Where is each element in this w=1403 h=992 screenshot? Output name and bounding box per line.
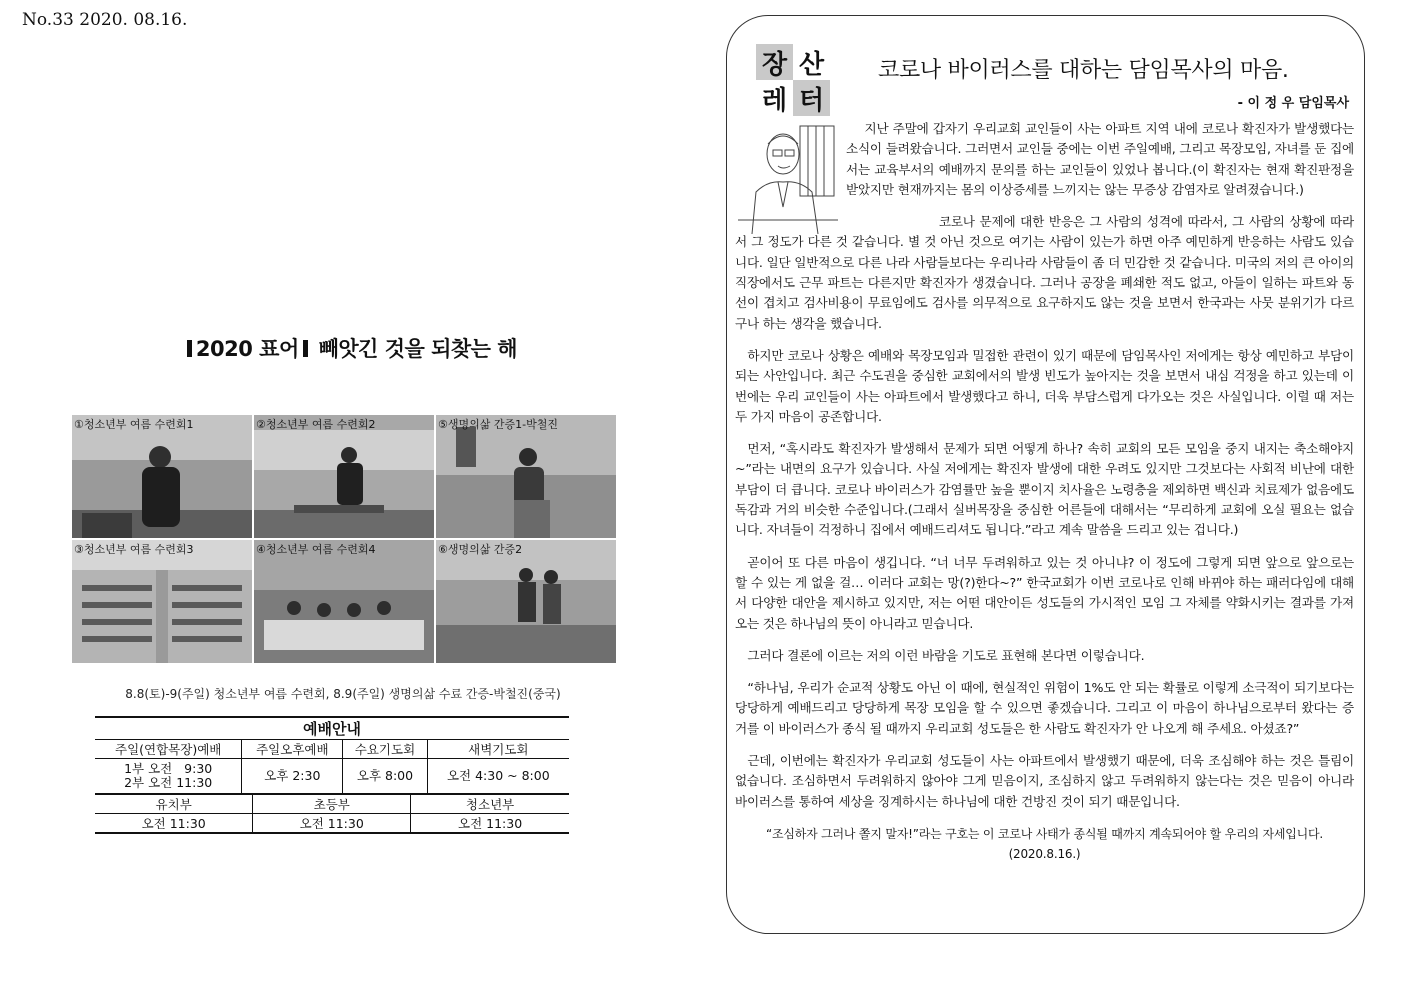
- photo-4: [254, 540, 434, 663]
- badge-char-3: 레: [756, 80, 793, 116]
- photo-caption-1: ①청소년부 여름 수련회1: [74, 418, 194, 431]
- sunday-second-service: 2부 오전 11:30: [124, 775, 213, 790]
- dept-elementary-time: 오전 11:30: [253, 814, 411, 834]
- badge-char-4: 터: [793, 80, 830, 116]
- letter-paragraph-8: 근데, 이번에는 확진자가 우리교회 성도들이 사는 아파트에서 발생했기 때문에, 더욱 조심해야 하는 것은 틀림이 없습니다. 조심하면서 두려워하지 않아야 그게 믿음이지, 조심하지 않고 두려워하지 않는다는 것은 믿음이 아니라 바이러스를 통하여 세상을 징계하시는 하나님에 대한 건방진 것이 되기 때문입니다.: [735, 753, 1354, 809]
- photo-3: [72, 540, 252, 663]
- dept-youth: 청소년부: [411, 794, 569, 814]
- letter-paragraph-5: 곧이어 또 다른 마음이 생깁니다. “너 너무 두려워하고 있는 것 아니냐? 이 정도에 그렇게 되면 앞으로 앞으로는 할 수 있는 게 없을 걸… 이러다 교회는 망(?)한다~?” 한국교회가 이번 코로나로 인해 바뀌야 하는 패러다임에 대해서 다양한 대안을 제시하고 있지만, 저는 어떤 대안이든 성도들의 가시적인 모임 그 자체를 약화시키는 결과를 가져오는 것은 하나님의 뜻이 아니라고 믿습니다.: [735, 554, 1354, 631]
- photo-caption-5: ⑤생명의삶 간증1-박철진: [438, 418, 558, 431]
- dept-kindergarten: 유치부: [95, 794, 253, 814]
- letter-body: [735, 119, 1354, 877]
- issue-number: No.33 2020. 08.16.: [22, 10, 188, 30]
- letter-title: 코로나 바이러스를 대하는 담임목사의 마음.: [878, 58, 1289, 83]
- header-afternoon-service: 주일오후예배: [242, 740, 343, 759]
- photo-5: [436, 415, 616, 538]
- letter-paragraph-3: 하지만 코로나 상황은 예배와 목장모임과 밀접한 관련이 있기 때문에 담임목사인 저에게는 항상 예민하고 부담이 되는 사안입니다. 최근 수도권을 중심한 교회에서의 발생 빈도가 높아지는 것을 보면서 내심 걱정을 하고 있는데 이번에는 우리 교인들이 사는 아파트에서 발생했다고 하니, 더욱 부담스럽게 다가오는 것은 사실입니다. 이럴 때 저는 두 가지 마음이 공존합니다.: [735, 347, 1354, 424]
- motto-year-label: 2020 표어: [195, 337, 299, 361]
- header-sunday-service: 주일(연합목장)예배: [95, 740, 242, 759]
- letter-closing: “조심하자 그러나 쫄지 말자!”라는 구호는 이 코로나 사태가 종식될 때까지 계속되어야 할 우리의 자세입니다.(2020.8.16.): [765, 826, 1324, 862]
- letter-paragraph-4: 먼저, “혹시라도 확진자가 발생해서 문제가 되면 어떻게 하나? 속히 교회의 모든 모임을 중지 내지는 축소해야지~”라는 내면의 요구가 있습니다. 사실 저에게는 확진자 발생에 대한 우려도 있지만 그것보다는 사회적 비난에 대한 부담이 더 큽니다. 코로나 바이러스가 감염률만 높을 뿐이지 치사율은 노령층을 제외하면 백신과 치료제가 없음에도 독감과 거의 비슷한 수준입니다.(그래서 실버목장을 중심한 어른들에 대해서는 “무리하게 교회에 오실 필요는 없습니다. 자녀들이 걱정하니 집에서 예배드리셔도 됩니다.”라고 계속 말씀을 드리고 있는 겁니다.): [735, 441, 1354, 538]
- letter-paragraph-2: 코로나 문제에 대한 반응은 그 사람의 성격에 따라서, 그 사람의 상황에 따라서 그 정도가 다른 것 같습니다. 별 것 아닌 것으로 여기는 사람이 있는가 하면 아주 예민하게 반응하는 사람도 있습니다. 일단 일반적으로 다른 나라 사람들보다는 우리나라 사람들이 좀 더 민감한 것 같습니다. 미국의 저의 큰 아이의 직장에서도 근무 파트는 다른지만 확진자가 생겼습니다. 그러나 공장을 폐쇄한 적도 없고, 아들이 일하는 파트와 동선이 겹치고 검사비용이 무료임에도 검사를 의무적으로 요구하지도 않는 것을 보면서 한국과는 사뭇 분위기가 다르구나 하는 생각을 했습니다.: [735, 214, 1354, 331]
- badge-char-1: 장: [756, 44, 793, 80]
- wednesday-prayer-time: 오후 8:00: [343, 759, 427, 794]
- yearly-motto: [140, 333, 560, 363]
- dept-youth-time: 오전 11:30: [411, 814, 569, 834]
- photo-section-caption: 8.8(토)-9(주일) 청소년부 여름 수련회, 8.9(주일) 생명의삶 수료 간증-박철진(중국): [125, 687, 561, 701]
- afternoon-service-time: 오후 2:30: [242, 759, 343, 794]
- photo-caption-6: ⑥생명의삶 간증2: [438, 543, 523, 556]
- letter-paragraph-6: 그러다 결론에 이르는 저의 이런 바람을 기도로 표현해 본다면 이렇습니다.: [747, 647, 1145, 663]
- sunday-first-service: 1부 오전 9:30: [124, 761, 213, 776]
- header-dawn-prayer: 새벽기도회: [427, 740, 569, 759]
- department-schedule-table: [95, 793, 569, 834]
- photo-caption-2: ②청소년부 여름 수련회2: [256, 418, 376, 431]
- letter-paragraph-1: 지난 주말에 갑자기 우리교회 교인들이 사는 아파트 지역 내에 코로나 확진자가 발생했다는 소식이 들려왔습니다. 그러면서 교인들 중에는 이번 주일예배, 그리고 목장모임, 자녀를 둔 집에서는 교육부서의 예배까지 문의를 하는 교인들이 있었나 봅니다.(이 확진자는 현재 확진판정을 받았지만 현재까지는 몸의 이상증세를 느끼지는 않는 무증상 감염자로 알려졌습니다.): [846, 121, 1354, 197]
- letter-author: - 이 정 우 담임목사: [1237, 96, 1349, 111]
- worship-schedule-table: [95, 716, 569, 794]
- photo-2: [254, 415, 434, 538]
- photo-grid: [72, 415, 614, 663]
- portrait-space: [735, 119, 846, 227]
- motto-bar-left: [187, 340, 192, 357]
- header-wednesday-prayer: 수요기도회: [343, 740, 427, 759]
- dept-elementary: 초등부: [253, 794, 411, 814]
- dept-kindergarten-time: 오전 11:30: [95, 814, 253, 834]
- sunday-service-times: [95, 759, 242, 794]
- photo-caption-4: ④청소년부 여름 수련회4: [256, 543, 376, 556]
- worship-title: 예배안내: [95, 717, 569, 740]
- photo-1: [72, 415, 252, 538]
- letter-paragraph-7: “하나님, 우리가 순교적 상황도 아닌 이 때에, 현실적인 위험이 1%도 안 되는 확률로 이렇게 소극적이 되기보다는 당당하게 예배드리고 당당하게 목장 모임을 할 수 있으면 좋겠습니다. 그리고 이 마음이 하나님으로부터 왔다는 증거를 이 바이러스가 종식 될 때까지 우리교회 성도들은 한 사람도 확진자가 안 나오게 해 주세요. 아셨죠?”: [735, 680, 1354, 736]
- photo-6: [436, 540, 616, 663]
- photo-caption-3: ③청소년부 여름 수련회3: [74, 543, 194, 556]
- motto-bar-right: [303, 340, 308, 357]
- badge-char-2: 산: [793, 44, 830, 80]
- letter-badge: [756, 44, 830, 116]
- motto-text: 빼앗긴 것을 되찾는 해: [318, 337, 518, 361]
- dawn-prayer-time: 오전 4:30 ~ 8:00: [427, 759, 569, 794]
